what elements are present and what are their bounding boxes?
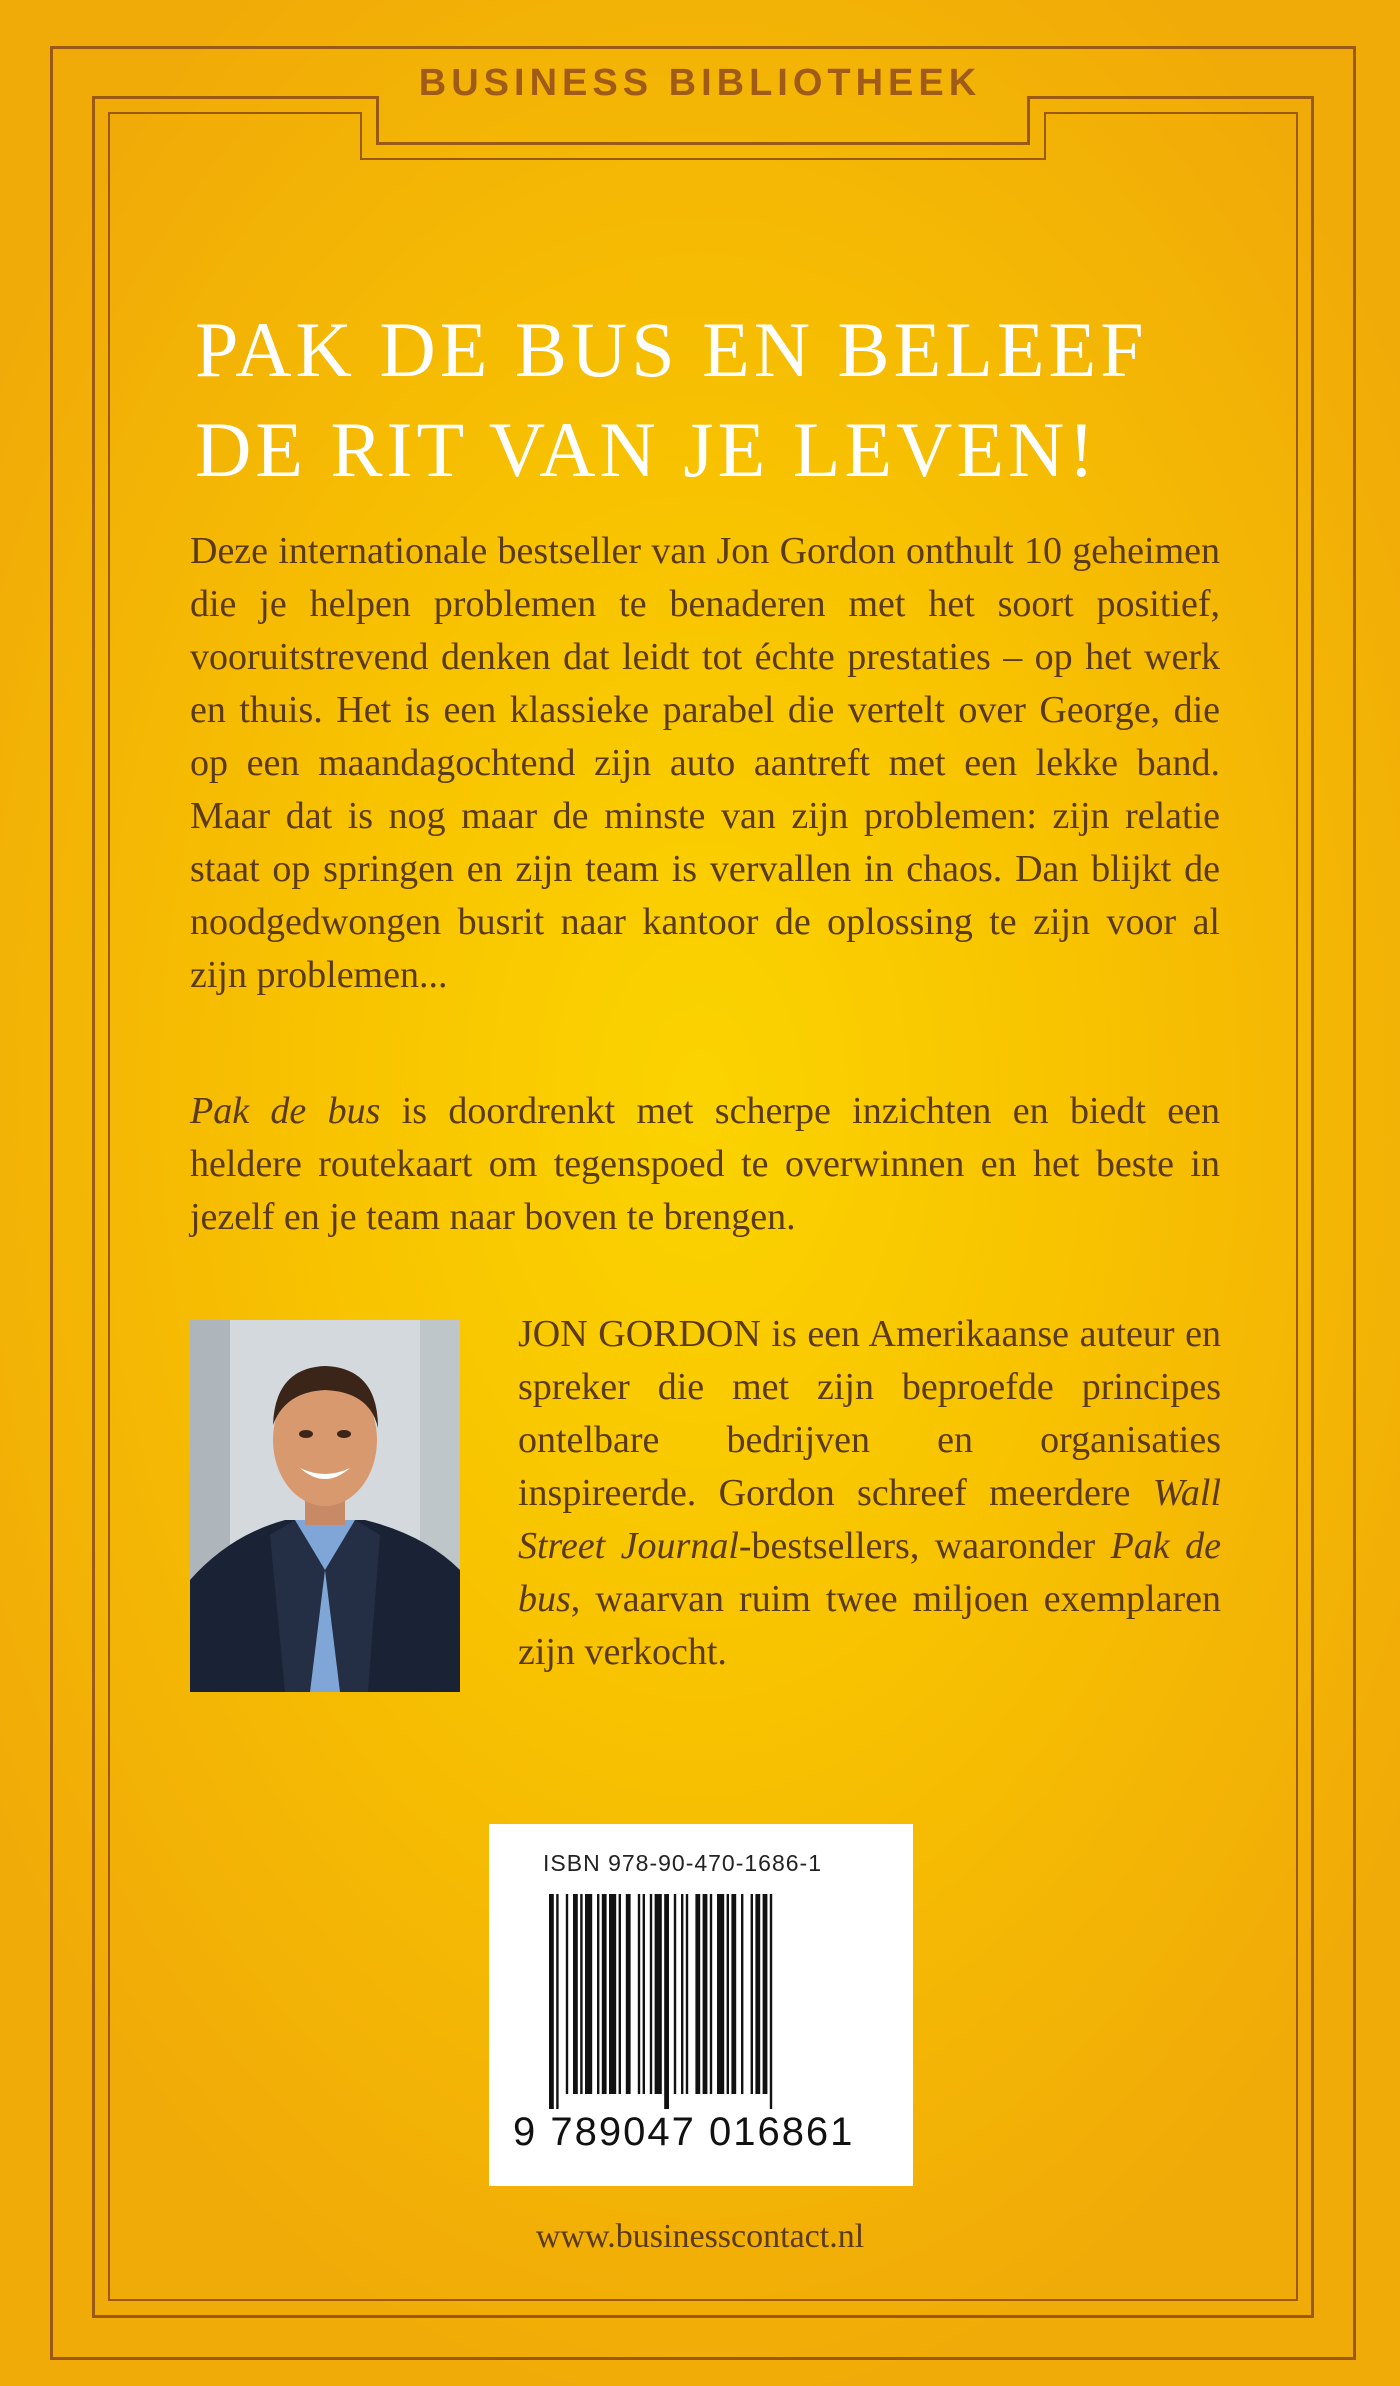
- headline: [195, 300, 1245, 500]
- barcode-bar: [695, 1894, 700, 2094]
- blurb-paragraph-2-text: is doordrenkt met scherpe inzichten en biedt een heldere routekaart om tegenspoed te overwinnen en het beste in jezelf en je team naar boven te brengen.: [190, 1090, 1221, 1238]
- headline-line-2: DE RIT VAN JE LEVEN!: [195, 406, 1099, 493]
- barcode-bar: [566, 1894, 568, 2094]
- barcode-panel: [489, 1824, 913, 2186]
- bio-italic-wsj: Wall Street Journal: [518, 1472, 1221, 1567]
- barcode-bar: [664, 1894, 669, 2109]
- barcode-bar: [585, 1894, 592, 2094]
- publisher-website: www.businesscontact.nl: [535, 2218, 865, 2255]
- barcode-bar: [741, 1894, 743, 2094]
- barcode-bar: [602, 1894, 607, 2094]
- barcode-bar: [609, 1894, 616, 2094]
- barcode-bar: [643, 1894, 645, 2094]
- barcode-bar: [686, 1894, 688, 2094]
- barcode-bar: [655, 1894, 662, 2094]
- barcode-bar: [626, 1894, 631, 2094]
- barcode-bar: [674, 1894, 676, 2094]
- barcode-bar: [770, 1894, 772, 2109]
- barcode-bar: [573, 1894, 578, 2094]
- isbn-number: ISBN 978-90-470-1686-1: [543, 1850, 822, 1876]
- barcode-bar: [556, 1894, 558, 2109]
- bio-text-2: -bestsellers, waaronder: [738, 1525, 1111, 1567]
- book-title-italic: Pak de bus: [190, 1090, 381, 1132]
- barcode-bar: [580, 1894, 582, 2094]
- blurb-paragraph-1: Deze internationale bestseller van Jon Gordon onthult 10 geheimen die je helpen problemen te benaderen met het soort positief, vooruitstrevend denken dat leidt tot échte prestaties – op het werk en thuis. Het is een klassieke parabel die vertelt over George, die op een maandagochtend zijn auto aantreft met een lekke band. Maar dat is nog maar de minste van zijn problemen: zijn relatie staat op springen en zijn team is vervallen in chaos. Dan blijkt de noodgedwongen busrit naar kantoor de oplossing te zijn voor al zijn problemen...: [190, 530, 1220, 996]
- bio-text-1: JON GORDON is een Amerikaanse auteur en spreker die met zijn beproefde principes ontelbare bedrijven en organisaties inspireerde. Gordon schreef meerdere: [518, 1313, 1221, 1514]
- barcode-bar: [650, 1894, 652, 2094]
- barcode-bar: [638, 1894, 640, 2094]
- barcode-bar: [619, 1894, 621, 2094]
- series-title: BUSINESS BIBLIOTHEEK: [418, 62, 982, 104]
- author-photo: [190, 1320, 460, 1692]
- barcode-bar: [717, 1894, 724, 2094]
- barcode: [549, 1894, 859, 2109]
- barcode-bar: [681, 1894, 683, 2094]
- barcode-bar: [549, 1894, 554, 2109]
- bio-text-3: , waarvan ruim twee miljoen exemplaren zijn verkocht.: [518, 1578, 1221, 1673]
- barcode-bar: [727, 1894, 729, 2094]
- headline-line-1: PAK DE BUS EN BELEEF: [195, 306, 1148, 393]
- barcode-bar: [751, 1894, 753, 2094]
- barcode-bar: [710, 1894, 712, 2094]
- barcode-bar: [755, 1894, 760, 2094]
- barcode-bar: [731, 1894, 736, 2094]
- barcode-bar: [703, 1894, 708, 2094]
- author-bio: [518, 1308, 1221, 1679]
- blurb-paragraph-2: [190, 1085, 1220, 1244]
- barcode-bar: [597, 1894, 599, 2094]
- barcode-bar: [763, 1894, 768, 2094]
- ean-digits: 9 789047 016861: [513, 2110, 855, 2154]
- bio-italic-title: Pak de bus: [518, 1525, 1221, 1620]
